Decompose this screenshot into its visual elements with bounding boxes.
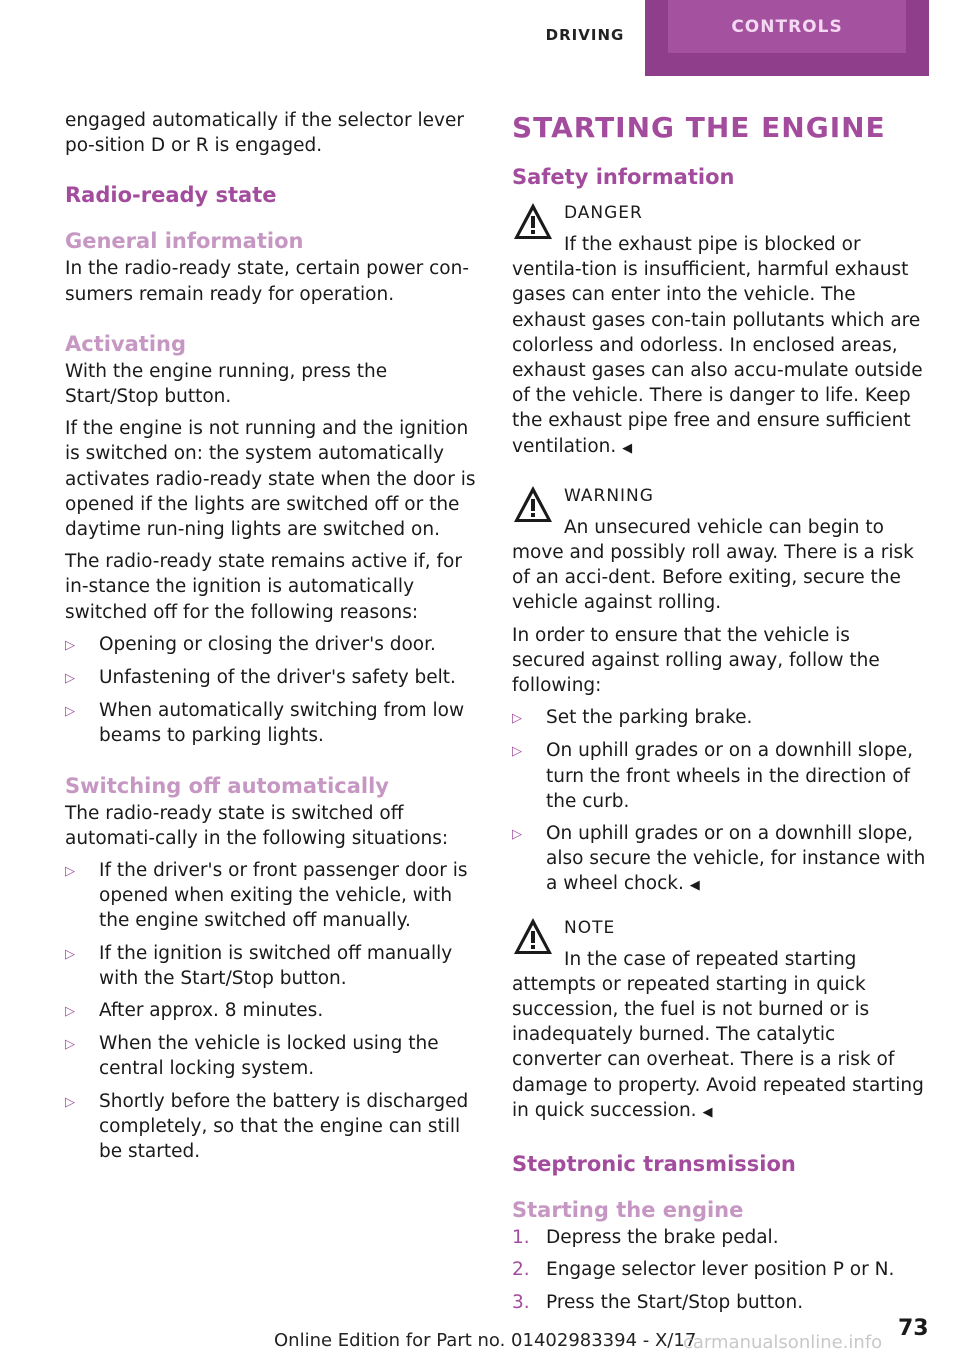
list-item-text: Opening or closing the driver's door.: [99, 633, 436, 655]
list-item-text: [546, 821, 928, 899]
tab-driving-label: DRIVING: [545, 26, 625, 44]
activating-text-3: The radio-ready state remains active if, for in‐stance the ignition is automatically switched off for the following reasons:: [65, 551, 462, 623]
list-item-text: If the driver's or front passenger door is opened when exiting the vehicle, with the engine switched off manually.: [99, 860, 468, 932]
bullet-icon: ▷: [65, 1004, 75, 1020]
end-mark-icon: ◀: [689, 878, 700, 894]
step-text: Engage selector lever position P or N.: [546, 1259, 895, 1281]
intro-text: engaged automatically if the selector lever po‐sition D or R is engaged.: [65, 110, 464, 157]
step-item: [512, 1225, 928, 1250]
bullet-icon: ▷: [65, 704, 75, 720]
step-number: 1.: [512, 1227, 530, 1249]
note-text: [512, 947, 928, 1125]
bullet-icon: ▷: [512, 827, 522, 843]
step-text: Press the Start/Stop button.: [546, 1291, 804, 1313]
bullet-icon: ▷: [65, 864, 75, 880]
bullet-icon: ▷: [65, 946, 75, 962]
list-item: [512, 821, 928, 899]
list-item-text: When the vehicle is locked using the central locking system.: [99, 1033, 439, 1080]
danger-text-content: If the exhaust pipe is blocked or ventila‐tion is insufficient, harmful exhaust gases can enter into the vehicle. The exhaust gases con‐tain pollutants which are colorless and odorless. In enclosed areas, exhaust gases can also accu‐mulate outside of the vehicle. There is danger to life. Keep the exhaust pipe free and ensure sufficient ventilation.: [512, 234, 923, 457]
list-item: [65, 998, 480, 1024]
page-number: 73: [898, 1316, 929, 1341]
bullet-icon: ▷: [65, 671, 75, 687]
page-title: STARTING THE ENGINE: [512, 111, 886, 144]
list-item-text: If the ignition is switched off manually with the Start/Stop button.: [99, 942, 453, 989]
tab-controls[interactable]: [645, 0, 929, 76]
secure-list: [512, 705, 928, 898]
note-notice: [512, 915, 928, 1125]
bullet-icon: ▷: [65, 637, 75, 653]
activating-heading: Activating: [65, 331, 187, 356]
activating-text-1: With the engine running, press the Start/Stop button.: [65, 360, 388, 408]
left-column: [65, 108, 480, 1171]
step-number: 3.: [512, 1291, 530, 1313]
switching-off-text: The radio-ready state is switched off automati‐cally in the following situations:: [65, 802, 449, 849]
switching-off-heading: Switching off automatically: [65, 773, 389, 798]
end-mark-icon: ◀: [622, 440, 633, 456]
starting-steps-list: [512, 1225, 928, 1315]
list-item: [512, 705, 928, 731]
step-item: [512, 1257, 928, 1282]
warning-label: WARNING: [564, 485, 654, 506]
switching-off-list: [65, 858, 480, 1164]
list-item-text: When automatically switching from low beams to parking lights.: [99, 700, 465, 747]
note-text-content: In the case of repeated starting attempts or repeated starting in quick succession, the fuel is not burned or is inadequately burned. The catalytic converter can overheat. There is a risk of damage to property. Avoid repeated starting in quick succession.: [512, 948, 924, 1121]
starting-engine-heading: Starting the engine: [512, 1198, 744, 1223]
activating-list: [65, 632, 480, 749]
danger-label: DANGER: [564, 203, 643, 223]
secure-text: In order to ensure that the vehicle is secured against rolling away, follow the following:: [512, 624, 880, 697]
list-item-text: After approx. 8 minutes.: [99, 1000, 324, 1022]
note-label: NOTE: [564, 917, 616, 938]
list-item: [512, 738, 928, 814]
safety-info-heading: Safety information: [512, 165, 735, 189]
bullet-icon: ▷: [65, 1037, 75, 1053]
bullet-icon: ▷: [512, 711, 522, 727]
steptronic-heading: Steptronic transmission: [512, 1152, 796, 1177]
step-item: [512, 1290, 928, 1315]
tab-driving[interactable]: [520, 0, 650, 72]
warning-notice: [512, 483, 928, 616]
watermark: carmanualsonline.info: [683, 1332, 883, 1353]
danger-text: [512, 232, 928, 461]
bullet-icon: ▷: [65, 1094, 75, 1110]
tab-controls-label: CONTROLS: [731, 16, 843, 37]
tab-controls-inner: [668, 0, 906, 53]
edition-text: Online Edition for Part no. 01402983394 - X/17: [274, 1330, 697, 1351]
warning-triangle-icon: [512, 483, 554, 525]
right-column: [512, 108, 928, 1322]
list-item-text-content: On uphill grades or on a downhill slope, also secure the vehicle, for instance with a wheel chock.: [546, 823, 926, 895]
list-item-text: Set the parking brake.: [546, 707, 753, 729]
list-item: [65, 632, 480, 658]
list-item-text: Shortly before the battery is discharged completely, so that the engine can still be started.: [99, 1090, 469, 1163]
end-mark-icon: ◀: [702, 1104, 713, 1120]
step-number: 2.: [512, 1259, 530, 1281]
list-item: [65, 698, 480, 748]
list-item-text: On uphill grades or on a downhill slope, turn the front wheels in the direction of the curb.: [546, 740, 913, 812]
list-item: [65, 665, 480, 691]
warning-text: An unsecured vehicle can begin to move and possibly roll away. There is a risk of an acci‐dent. Before exiting, secure the vehicle against rolling.: [512, 516, 914, 614]
radio-ready-heading: Radio-ready state: [65, 183, 277, 208]
list-item: [65, 858, 480, 934]
warning-triangle-icon: [512, 200, 554, 242]
warning-triangle-icon: [512, 915, 554, 957]
list-item: [65, 1089, 480, 1165]
list-item: [65, 1031, 480, 1081]
step-text: Depress the brake pedal.: [546, 1227, 779, 1249]
bullet-icon: ▷: [512, 744, 522, 760]
general-info-text: In the radio-ready state, certain power con‐sumers remain ready for operation.: [65, 258, 470, 305]
danger-notice: [512, 200, 928, 461]
list-item-text: Unfastening of the driver's safety belt.: [99, 667, 456, 689]
general-info-heading: General information: [65, 229, 304, 254]
list-item: [65, 941, 480, 991]
activating-text-2: If the engine is not running and the ignition is switched on: the system automatically activates radio-ready state when the door is opened if the lights are switched off or the daytime run‐ning lights are switched on.: [65, 418, 476, 541]
